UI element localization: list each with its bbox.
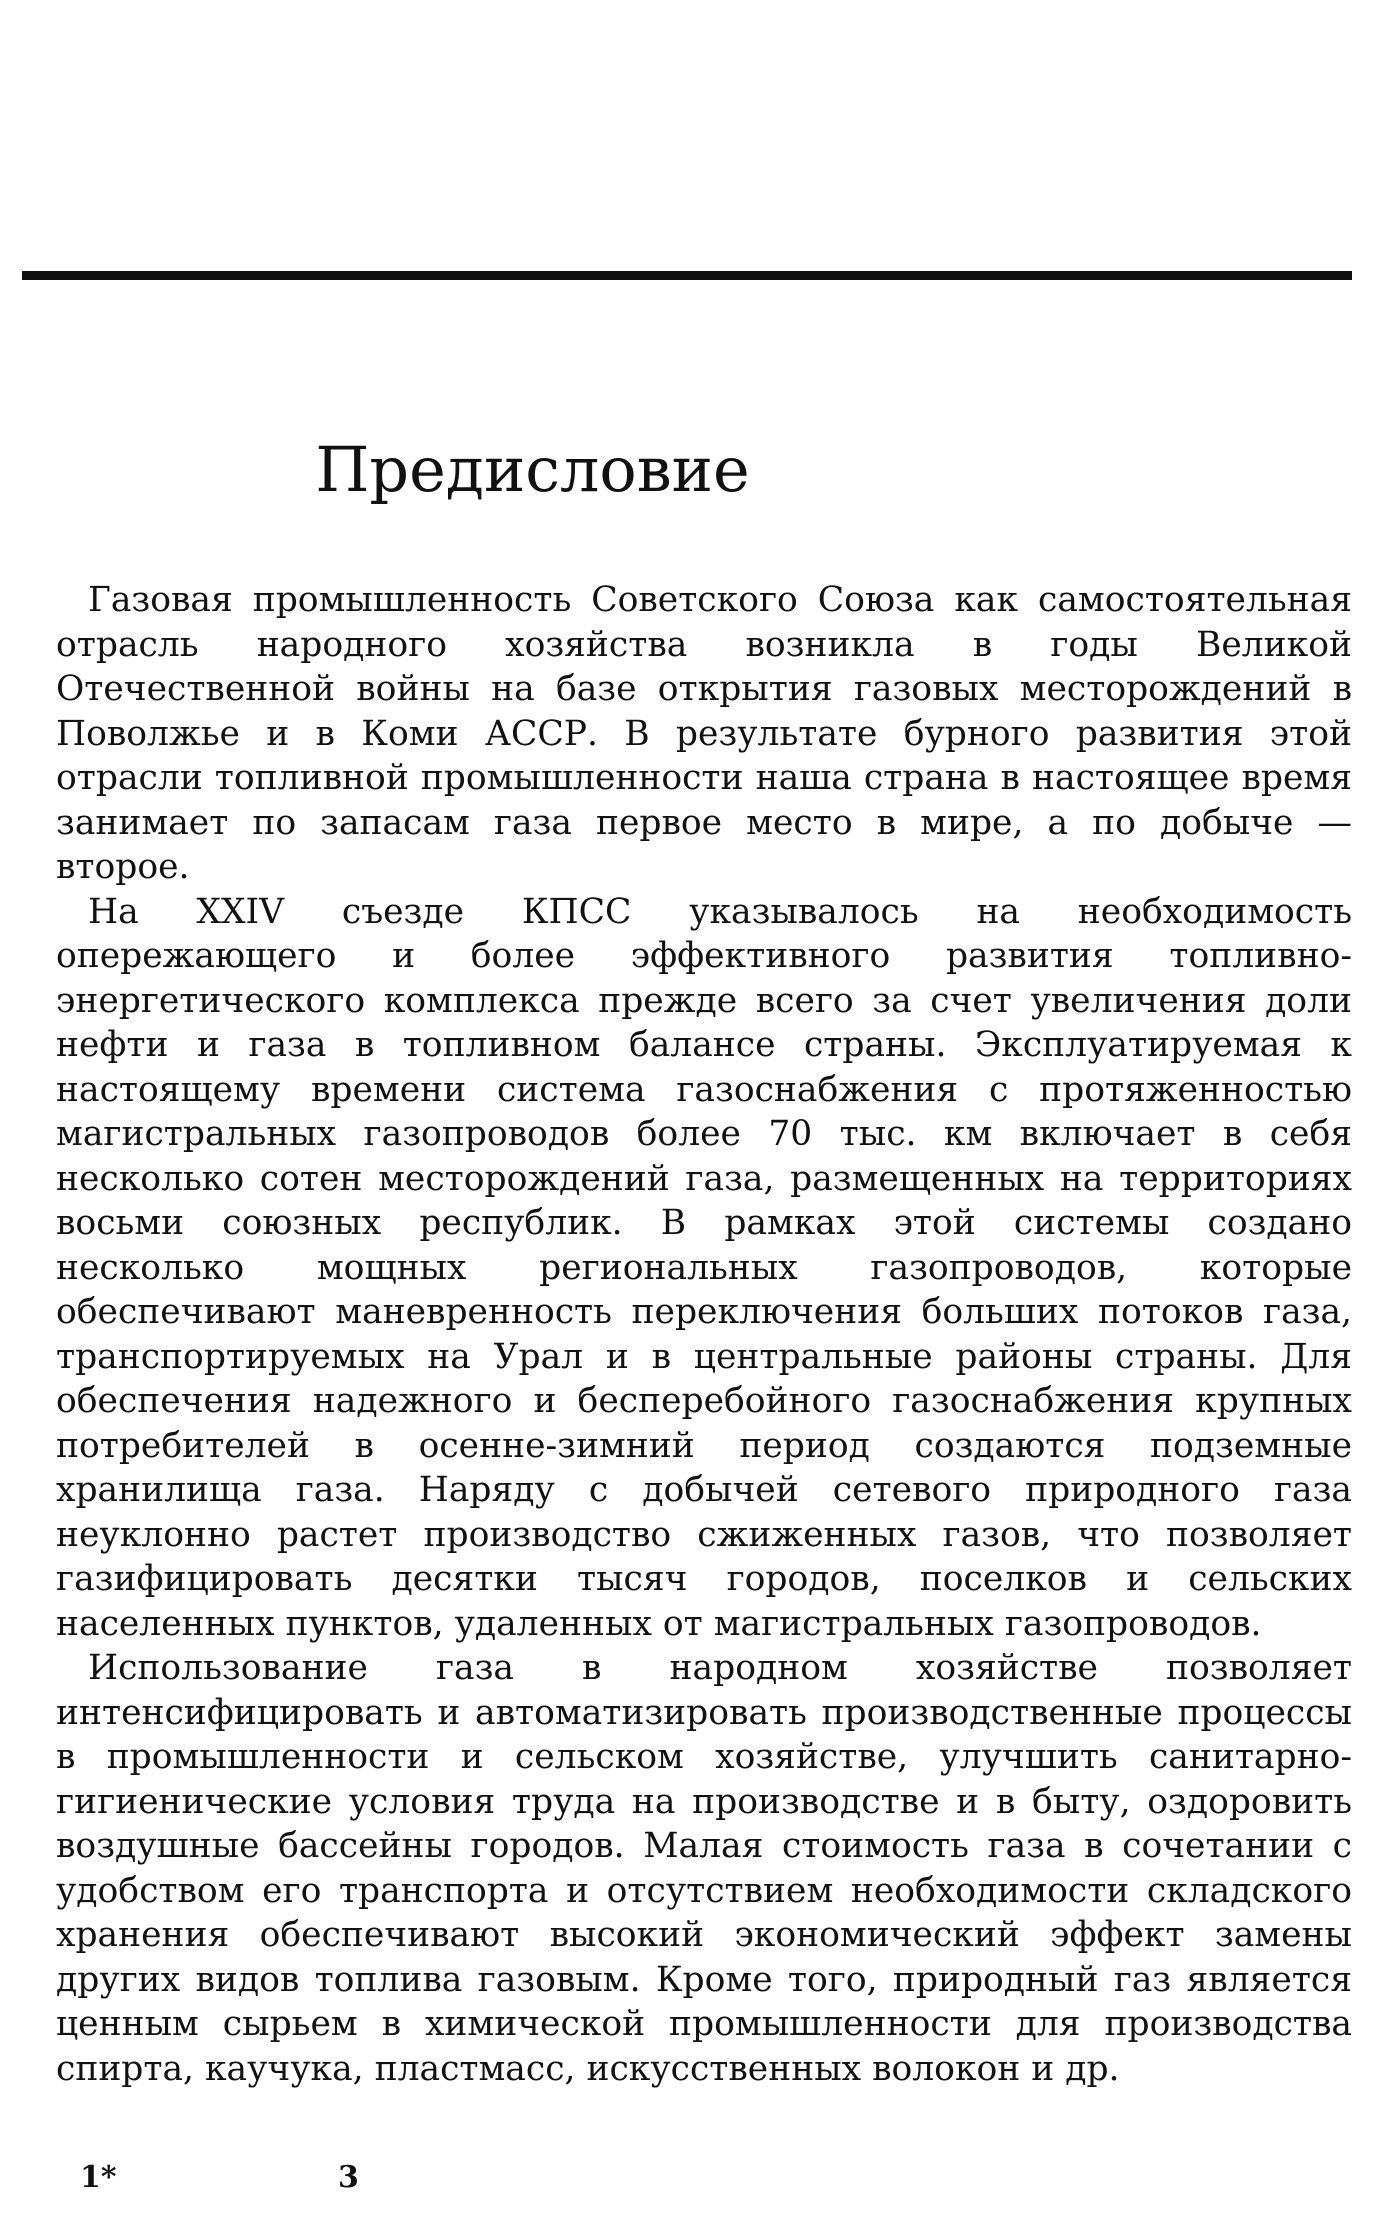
paragraph-3: Использование газа в народном хозяйстве позволяет интенсифицировать и автоматизировать производственные процессы в промышленности и сельском хозяйстве, улучшить санитарно-гигиенические условия труда на производстве и в быту, оздоровить воздушные бассейны городов. Малая стоимость газа в сочетании с удобством его транспорта и отсутствием необходимости складского хранения обеспечивают высокий экономический эффект замены других видов топлива газовым. Кроме того, природный газ является ценным сырьем в химической промышленности для производства спирта, каучука, пластмасс, искусственных волокон и др. [56, 1648, 1352, 2089]
page-number: 3 [338, 2160, 359, 2195]
body-text [56, 578, 1352, 2091]
paragraph-2: На XXIV съезде КПСС указывалось на необходимость опережающего и более эффективного развития топливно-энергетического комплекса прежде всего за счет увеличения доли нефти и газа в топливном балансе страны. Эксплуатируемая к настоящему времени система газоснабжения с протяженностью магистральных газопроводов более 70 тыс. км включает в себя несколько сотен месторождений газа, размещенных на территориях восьми союзных республик. В рамках этой системы создано несколько мощных региональных газопроводов, которые обеспечивают маневренность переключения больших потоков газа, транспортируемых на Урал и в центральные районы страны. Для обеспечения надежного и бесперебойного газоснабжения крупных потребителей в осенне-зимний период создаются подземные хранилища газа. Наряду с добычей сетевого природного газа неуклонно растет производство сжиженных газов, что позволяет газифицировать десятки тысяч городов, поселков и сельских населенных пунктов, удаленных от магистральных газопроводов. [56, 891, 1352, 1644]
top-rule [22, 271, 1352, 280]
signature-mark: 1* [80, 2160, 117, 2195]
paragraph-1: Газовая промышленность Советского Союза как самостоятельная отрасль народного хозяйства возникла в годы Великой Отечественной войны на базе открытия газовых месторождений в Поволжье и в Коми АССР. В результате бурного развития этой отрасли топливной промышленности наша страна в настоящее время занимает по запасам газа первое место в мире, а по добыче — второе. [56, 580, 1352, 887]
page-title: Предисловие [315, 433, 750, 506]
